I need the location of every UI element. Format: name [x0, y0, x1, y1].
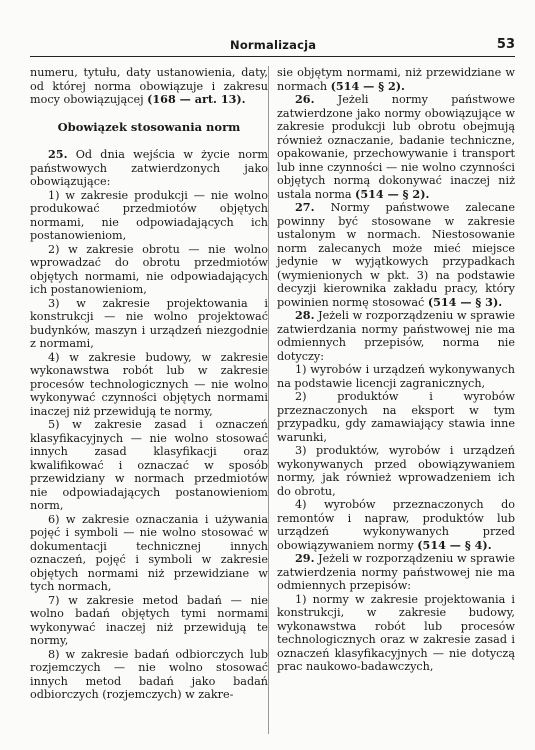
section-heading: Obowiązek stosowania norm: [57, 119, 241, 134]
paragraph-27: [277, 201, 515, 309]
list-item: 7) w zakresie metod badań — nie wolno badań objętych tymi normami wykonywać inaczej niż przewidują te normy,: [30, 593, 268, 647]
paragraph-text: Jeżeli w rozporządzeniu w sprawie zatwierdzenia normy państwowej nie ma odmiennych przepisów:: [277, 552, 515, 592]
header-title: Normalizacja: [230, 38, 317, 52]
column-divider: [268, 66, 269, 734]
legal-reference: (514 — § 2).: [330, 78, 405, 93]
legal-reference: (168 — art. 13).: [147, 92, 246, 106]
paragraph-text: Jeżeli w rozporządzeniu w sprawie zatwierdzania normy państwowej nie ma odmiennych przepisów, norma nie dotyczy:: [277, 309, 515, 363]
paragraph-number: 25.: [48, 147, 68, 161]
list-item-text: 4) wyrobów przeznaczonych do remontów i napraw, produktów lub urządzeń wykonywanych przed obowiązywaniem normy: [277, 498, 515, 552]
paragraph-number: 28.: [295, 308, 315, 322]
running-header: [30, 38, 515, 57]
paragraph-text: numeru, tytułu, daty ustanowienia, daty, od której norma obowiązuje i zakresu mocy obowiązującej: [30, 66, 268, 106]
list-item: 8) w zakresie badań odbiorczych lub rozjemczych — nie wolno stosować innych metod badań jako badań odbiorczych (rozjemczych) w zakre-: [30, 647, 268, 701]
paragraph-29: [277, 552, 515, 593]
list-item: 4) w zakresie budowy, w zakresie wykonawstwa robót lub w zakresie procesów technologicznych — nie wolno wykonywać czynności objętych normami inaczej niż przewidują te normy,: [30, 350, 268, 418]
list-item: 1) normy w zakresie projektowania i konstrukcji, w zakresie budowy, wykonawstwa robót lub procesów technologicznych oraz w zakresie zasad i oznaczeń klasyfikacyjnych — nie dotyczą prac naukowo-badawczych,: [277, 592, 515, 673]
list-item: 1) wyrobów i urządzeń wykonywanych na podstawie licencji zagranicznych,: [277, 363, 515, 390]
left-column: [30, 66, 268, 702]
paragraph-number: 29.: [295, 551, 315, 565]
legal-reference: (514 — § 4).: [417, 537, 492, 552]
legal-reference: (514 — § 2).: [355, 186, 430, 201]
list-item: 3) w zakresie projektowania i konstrukcji — nie wolno projektować budynków, maszyn i urządzeń niezgodnie z normami,: [30, 296, 268, 350]
list-item: 5) w zakresie zasad i oznaczeń klasyfikacyjnych — nie wolno stosować innych zasad klasyfikacji oraz kwalifikować i oznaczać w sposób przewidziany w normach przedmiotów nie odpowiadających postanowieniom norm,: [30, 418, 268, 512]
paragraph-number: 27.: [295, 200, 315, 214]
paragraph-continuation: [277, 66, 515, 93]
list-item: 6) w zakresie oznaczania i używania pojęć i symboli — nie wolno stosować w dokumentacji technicznej innych oznaczeń, pojęć i symboli w zakresie objętych normami niż przewidziane w tych normach,: [30, 512, 268, 593]
list-item: 3) produktów, wyrobów i urządzeń wykonywanych przed obowiązywaniem normy, jak również wprowadzeniem ich do obrotu,: [277, 444, 515, 498]
paragraph-28: [277, 309, 515, 363]
list-item: 2) produktów i wyrobów przeznaczonych na eksport w tym przypadku, gdy zamawiający stawia inne warunki,: [277, 390, 515, 444]
paragraph-26: [277, 93, 515, 201]
paragraph-text: sie objętym normami, niż przewidziane w normach: [277, 66, 515, 93]
right-column: [277, 66, 515, 674]
paragraph-text: Normy państwowe zalecane powinny być stosowane w zakresie ustalonym w normach. Niestosowanie norm zalecanych może mieć miejsce jedynie w wyjątkowych przypadkach (wymienionych w pkt. 3) na podstawie decyzji kierownika zakładu pracy, który powinien normę stosować: [277, 201, 515, 309]
legal-reference: (514 — § 3).: [427, 294, 503, 309]
list-item: [277, 498, 515, 552]
list-item: 2) w zakresie obrotu — nie wolno wprowadzać do obrotu przedmiotów objętych normami, nie odpowiadających ich postanowieniom,: [30, 242, 268, 296]
paragraph-number: 26.: [295, 92, 315, 106]
paragraph-continuation: [30, 66, 268, 107]
paragraph-25: [30, 148, 268, 189]
list-item: 1) w zakresie produkcji — nie wolno produkować przedmiotów objętych normami, nie odpowiadających ich postanowieniom,: [30, 188, 268, 242]
page-number: 53: [496, 37, 515, 52]
paragraph-text: Od dnia wejścia w życie norm państwowych zatwierdzonych jako obowiązujące:: [30, 148, 268, 188]
paragraph-text: Jeżeli normy państwowe zatwierdzone jako normy obowiązujące w zakresie produkcji lub obrotu obejmują również oznaczanie, badanie techniczne, opakowanie, przechowywanie i transport lub inne czynności — nie wolno czynności objętych normą dokonywać inaczej niż ustala norma: [277, 93, 515, 201]
